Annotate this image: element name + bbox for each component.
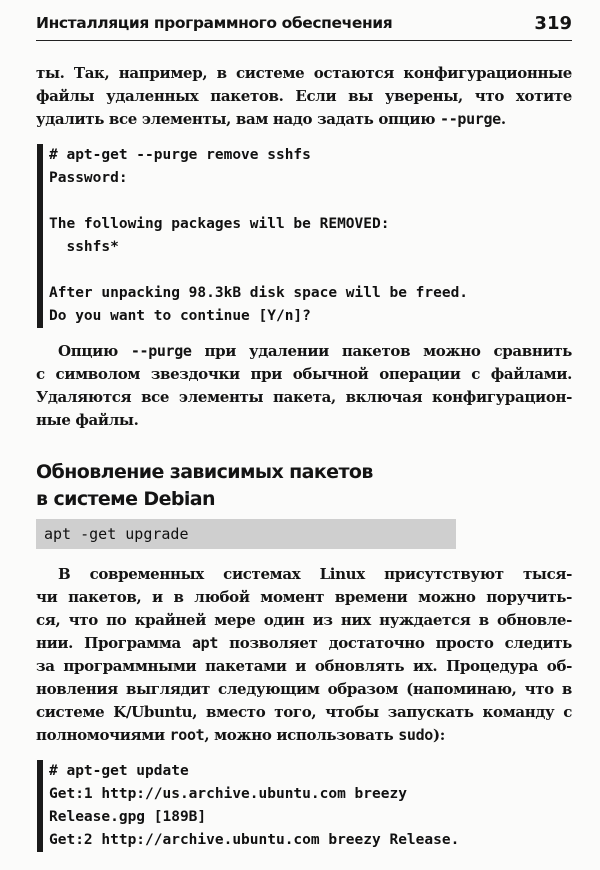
code-line: Password:: [49, 170, 128, 186]
code-line: After unpacking 98.3kB disk space will be freed.: [49, 285, 469, 301]
text-fragment: полномочиями: [36, 726, 170, 744]
paragraph-apt-update: [36, 563, 572, 747]
text-line: новления выглядит следующим образом (напоминаю, что в: [36, 680, 572, 698]
text-line: файлы удаленных пакетов. Если вы уверены, что хотите: [36, 87, 572, 105]
code-line: [49, 259, 569, 282]
code-block-update: [37, 760, 569, 852]
heading-line: Обновление зависимых пакетов: [36, 461, 373, 483]
inline-code: root: [169, 726, 205, 744]
paragraph-purge-intro: [36, 62, 572, 131]
text-line: ты. Так, например, в системе остаются конфигурационные: [36, 64, 572, 82]
text-fragment: Опцию: [58, 342, 131, 360]
page-number: 319: [534, 13, 572, 34]
text-fragment: нии. Программа: [36, 634, 192, 652]
text-line: системе K/Ubuntu, вместо того, чтобы запускать команду с: [36, 703, 572, 721]
text-line: Удаляются все элементы пакета, включая конфигурацион-: [36, 388, 572, 406]
text-fragment: , можно использовать: [204, 726, 399, 744]
text-fragment: позволяет достаточно просто следить: [218, 634, 573, 652]
section-heading: [36, 459, 572, 513]
code-line: Do you want to continue [Y/n]?: [49, 308, 311, 324]
text-fragment: ):: [432, 726, 445, 744]
text-line: [36, 340, 572, 363]
text-line: чи пакетов, и в любой момент времени можно поручить-: [36, 588, 572, 606]
code-line: [49, 190, 569, 213]
text-line: [36, 108, 572, 131]
text-fragment: при удалении пакетов можно сравнить: [191, 342, 572, 360]
header-title: Инсталляция программного обеспечения: [36, 14, 393, 32]
command-banner: apt -get upgrade: [36, 519, 456, 549]
inline-code: sudo: [398, 726, 433, 744]
code-line: Get:1 http://us.archive.ubuntu.com breezy: [49, 786, 407, 802]
code-line: # apt-get update: [49, 763, 189, 779]
code-line: The following packages will be REMOVED:: [49, 216, 390, 232]
text-line: с символом звездочки при обычной операции с файлами.: [36, 365, 572, 383]
inline-code: --purge: [130, 342, 192, 360]
text-line: за программными пакетами и обновлять их. Процедура об-: [36, 657, 572, 675]
code-line: sshfs*: [49, 239, 119, 255]
text-line: [36, 632, 572, 655]
code-line: Get:2 http://archive.ubuntu.com breezy Release.: [49, 832, 460, 848]
text-line: [36, 724, 572, 747]
running-header: [36, 14, 572, 41]
inline-code: apt: [192, 634, 219, 652]
heading-line: в системе Debian: [36, 488, 215, 510]
text-fragment: удалить все элементы, вам надо задать опцию: [36, 110, 441, 128]
code-line: # apt-get --purge remove sshfs: [49, 147, 311, 163]
inline-code: --purge: [440, 110, 501, 128]
code-line: Release.gpg [189B]: [49, 809, 207, 825]
text-fragment: .: [500, 110, 506, 128]
text-line: В современных системах Linux присутствуют тыся-: [58, 565, 572, 583]
code-block-purge: [37, 144, 569, 328]
paragraph-purge-explanation: [36, 340, 572, 432]
text-line: ся, что по крайней мере один из них нуждается в обновле-: [36, 611, 572, 629]
text-line: ные файлы.: [36, 411, 139, 429]
